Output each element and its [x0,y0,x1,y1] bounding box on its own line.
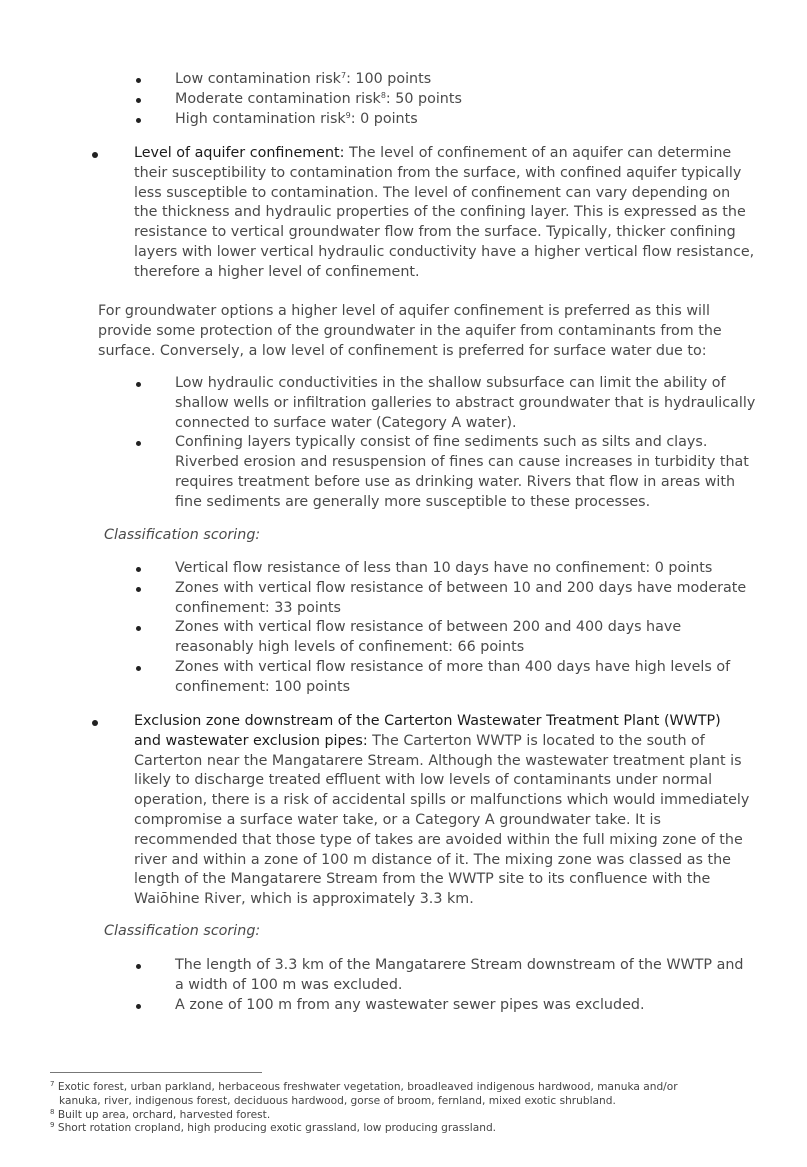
footnotes: $^7$ Exotic forest, urban parkland, herbaceous freshwater vegetation, broadleaved indigenous hardwood, manuka and/or kanuka, river, indigenous forest, deciduous hardwood, gorse of broom, fernland, mixed exotic shrubland. $^8$ Built up area, orchard, harvested forest. $^9$ Short rotation cropland, high producing exotic grassland, low producing grassland. [50,1081,770,1136]
bullet-icon [136,626,141,631]
list-item: Low contamination risk$^7$: 100 points [0,70,462,90]
list-item: High contamination risk$^9$: 0 points [0,110,462,130]
bullet-icon [136,666,141,671]
groundwater-paragraph: For groundwater options a higher level of aquifer confinement is preferred as this will provide some protection of the groundwater in the aquifer from contaminants from the surface. Conversely, a low level of confinement is preferred for surface water due to: [98,303,722,359]
bullet-icon [136,78,141,83]
reasons-list [0,374,755,513]
list-item: Zones with vertical flow resistance of more than 400 days have high levels of confinement: 100 points [0,658,746,698]
footnote: $^7$ Exotic forest, urban parkland, herbaceous freshwater vegetation, broadleaved indigenous hardwood, manuka and/or [50,1080,678,1093]
classification-label: Classification scoring: [104,923,261,939]
confinement-term: Level of aquifer confinement: [134,145,345,161]
bullet-icon [136,964,141,969]
list-item: Low hydraulic conductivities in the shallow subsurface can limit the ability of shallow wells or infiltration galleries to abstract groundwater that is hydraulically connected to surface water (Category A water). [0,374,755,433]
footnote: $^8$ Built up area, orchard, harvested forest. [50,1107,271,1121]
exclusion-text: Exclusion zone downstream of the Carterton Wastewater Treatment Plant (WWTP) and wastewater exclusion pipes: The Carterton WWTP is located to the south of Carterton near the Mangatarere Stream. Although the wastewater treatment plant is likely to discharge treated effluent with low levels of contaminants under normal operation, there is a risk of accidental spills or malfunctions which would immediately compromise a surface water take, or a Category A groundwater take. It is recommended that those type of takes are avoided within the full mixing zone of the river and within a zone of 100 m distance of it. The mixing zone was classed as the length of the Mangatarere Stream from the WWTP site to its confluence with the Waiōhine River, which is approximately 3.3 km. [134,712,774,910]
bullet-icon [136,1004,141,1009]
scoring-list-exclusion [0,956,743,1015]
list-item: Confining layers typically consist of fine sediments such as silts and clays. Riverbed erosion and resuspension of fines can cause increases in turbidity that requires treatment before use as drinking water. Rivers that flow in areas with fine sediments are generally more susceptible to these processes. [0,433,755,512]
bullet-icon [136,118,141,123]
bullet-icon [92,720,98,726]
list-item: The length of 3.3 km of the Mangatarere Stream downstream of the WWTP and a width of 100 m was excluded. [0,956,743,996]
list-item: Zones with vertical flow resistance of between 10 and 200 days have moderate confinement: 33 points [0,579,746,619]
confinement-text: Level of aquifer confinement: The level of confinement of an aquifer can determine their susceptibility to contamination from the surface, with confined aquifer typically less susceptible to contamination. The level of confinement can vary depending on the thickness and hydraulic properties of the confining layer. This is expressed as the resistance to vertical groundwater flow from the surface. Typically, thicker confining layers with lower vertical hydraulic conductivity have a higher vertical flow resistance, therefore a higher level of confinement. [134,145,755,280]
bullet-icon [136,567,141,572]
contamination-risk-list [0,70,462,129]
list-item: Zones with vertical flow resistance of between 200 and 400 days have reasonably high levels of confinement: 66 points [0,618,746,658]
list-item: Moderate contamination risk$^8$: 50 points [0,90,462,110]
list-item: Vertical flow resistance of less than 10 days have no confinement: 0 points [0,559,746,579]
exclusion-term: Exclusion zone downstream of the Carterton Wastewater Treatment Plant (WWTP) [134,713,721,729]
scoring-list-confinement [0,559,746,698]
footnote: $^9$ Short rotation cropland, high producing exotic grassland, low producing grassland. [50,1121,497,1135]
bullet-icon [136,98,141,103]
bullet-icon [136,382,141,387]
bullet-icon [136,441,141,446]
list-item: A zone of 100 m from any wastewater sewer pipes was excluded. [0,996,743,1016]
classification-label: Classification scoring: [104,527,261,543]
bullet-icon [136,587,141,592]
footnote-divider [50,1072,262,1073]
bullet-icon [92,152,98,158]
